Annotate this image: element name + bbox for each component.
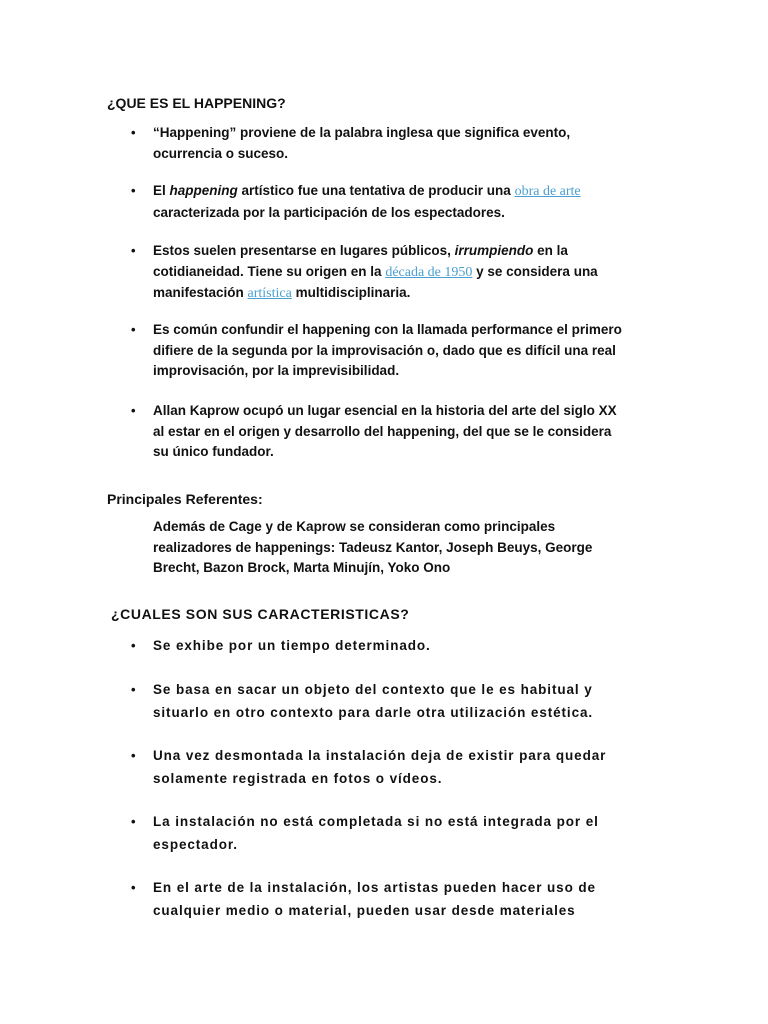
list-item — [131, 401, 673, 463]
bullet-icon: • — [131, 125, 136, 140]
link-artistica[interactable]: artística — [247, 286, 292, 301]
item-line: “Happening” proviene de la palabra inglesa que significa evento, — [153, 125, 571, 140]
item-line: caracterizada por la participación de los espectadores. — [153, 204, 505, 220]
link-obra-de-arte[interactable]: obra de arte — [514, 184, 581, 199]
item-line: Es común confundir el happening con la llamada performance el primero — [153, 322, 622, 337]
bullet-icon: • — [131, 183, 136, 198]
referentes-paragraph — [153, 517, 653, 579]
item-line: situarlo en otro contexto para darle otra utilización estética. — [153, 704, 594, 720]
paragraph-line: Brecht, Bazon Brock, Marta Minujín, Yoko Ono — [153, 560, 451, 575]
emphasis-text: happening — [169, 183, 238, 198]
item-line: Estos suelen presentarse en lugares públicos, irrumpiendo en la — [153, 243, 568, 258]
bullet-icon: • — [131, 814, 137, 829]
item-line: manifestación artística multidisciplinaria. — [153, 285, 411, 301]
list-item — [131, 181, 673, 223]
paragraph-line: Además de Cage y de Kaprow se consideran como principales — [153, 519, 556, 534]
heading-caracteristicas: ¿CUALES SON SUS CARACTERISTICAS? — [111, 606, 410, 622]
item-line: Una vez desmontada la instalación deja de existir para quedar — [153, 748, 607, 763]
item-line: improvisación, por la imprevisibilidad. — [153, 363, 400, 378]
item-line: Se basa en sacar un objeto del contexto que le es habitual y — [153, 682, 593, 697]
item-line: espectador. — [153, 836, 238, 852]
list-item — [131, 679, 673, 724]
item-line: La instalación no está completada si no está integrada por el — [153, 814, 599, 829]
item-line: Se exhibe por un tiempo determinado. — [153, 638, 431, 653]
bullet-icon: • — [131, 748, 137, 763]
list-item — [131, 635, 673, 658]
item-line: cotidianeidad. Tiene su origen en la década de 1950 y se considera una — [153, 263, 598, 280]
bullet-icon: • — [131, 880, 137, 895]
item-line: Allan Kaprow ocupó un lugar esencial en la historia del arte del siglo XX — [153, 403, 617, 418]
item-line: su único fundador. — [153, 444, 274, 459]
bullet-icon: • — [131, 638, 137, 653]
list-item — [131, 877, 673, 922]
list-item — [131, 320, 673, 382]
link-decada-1950[interactable]: década de 1950 — [385, 264, 473, 280]
item-line: ocurrencia o suceso. — [153, 145, 289, 161]
bullet-icon: • — [131, 682, 137, 697]
list-item — [131, 241, 673, 305]
bullet-icon: • — [131, 403, 136, 418]
heading-principales-referentes: Principales Referentes: — [107, 491, 263, 507]
item-line: cualquier medio o material, pueden usar desde materiales — [153, 902, 576, 918]
list-item — [131, 811, 673, 856]
list-item — [131, 123, 673, 164]
item-line: al estar en el origen y desarrollo del happening, del que se le considera — [153, 423, 612, 439]
item-line: El happening artístico fue una tentativa de producir una obra de arte — [153, 183, 581, 199]
emphasis-text: irrumpiendo — [454, 243, 534, 258]
item-line: difiere de la segunda por la improvisación o, dado que es difícil una real — [153, 342, 616, 358]
heading-que-es-happening: ¿QUE ES EL HAPPENING? — [107, 95, 286, 111]
item-line: En el arte de la instalación, los artistas pueden hacer uso de — [153, 880, 596, 895]
bullet-icon: • — [131, 243, 136, 258]
item-line: solamente registrada en fotos o vídeos. — [153, 770, 443, 786]
bullet-icon: • — [131, 322, 136, 337]
list-item — [131, 745, 673, 790]
paragraph-line: realizadores de happenings: Tadeusz Kantor, Joseph Beuys, George — [153, 539, 593, 555]
